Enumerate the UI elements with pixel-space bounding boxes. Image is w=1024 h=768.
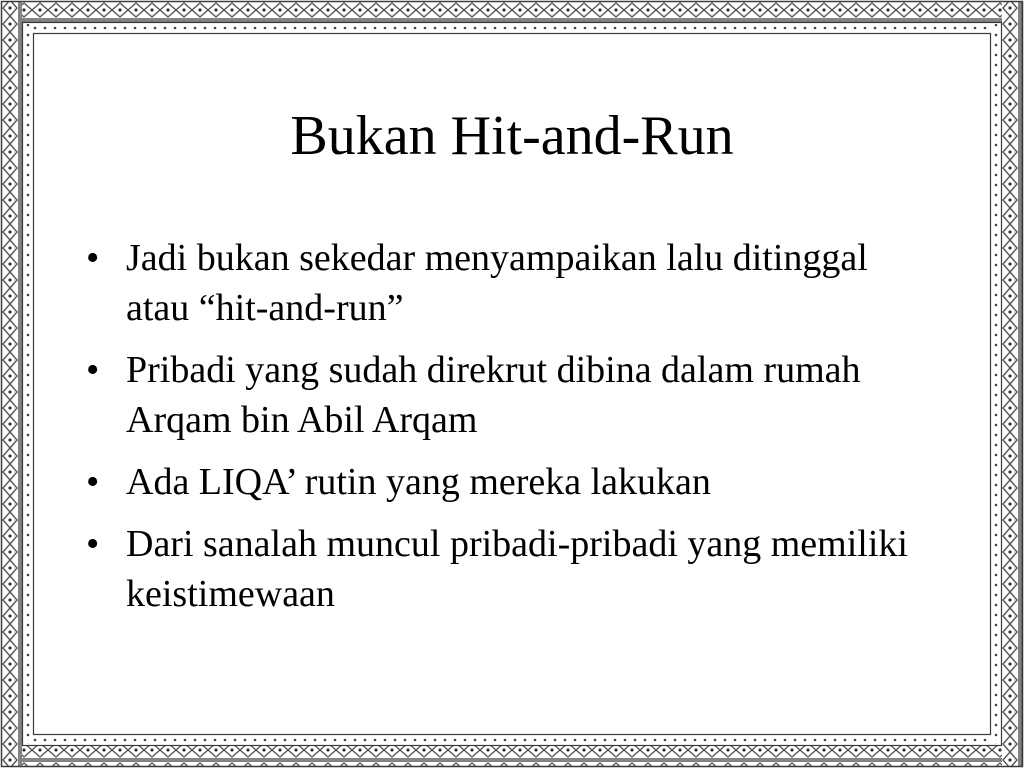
bullet-text: Pribadi yang sudah direkrut dibina dalam rumah Arqam bin Abil Arqam (126, 349, 861, 441)
slide-title: Bukan Hit-and-Run (290, 105, 734, 167)
bullet-icon: • (86, 461, 100, 503)
list-item (86, 519, 916, 619)
list-item (86, 233, 916, 333)
bullet-icon: • (86, 237, 100, 279)
bullet-icon: • (86, 523, 100, 565)
bullet-icon: • (86, 349, 100, 391)
list-item (86, 345, 916, 445)
bullet-list (86, 233, 916, 631)
bullet-text: Dari sanalah muncul pribadi-pribadi yang memiliki keistimewaan (126, 523, 908, 615)
list-item (86, 457, 916, 507)
bullet-text: Jadi bukan sekedar menyampaikan lalu ditinggal atau “hit-and-run” (126, 237, 868, 329)
bullet-text: Ada LIQA’ rutin yang mereka lakukan (126, 461, 711, 503)
